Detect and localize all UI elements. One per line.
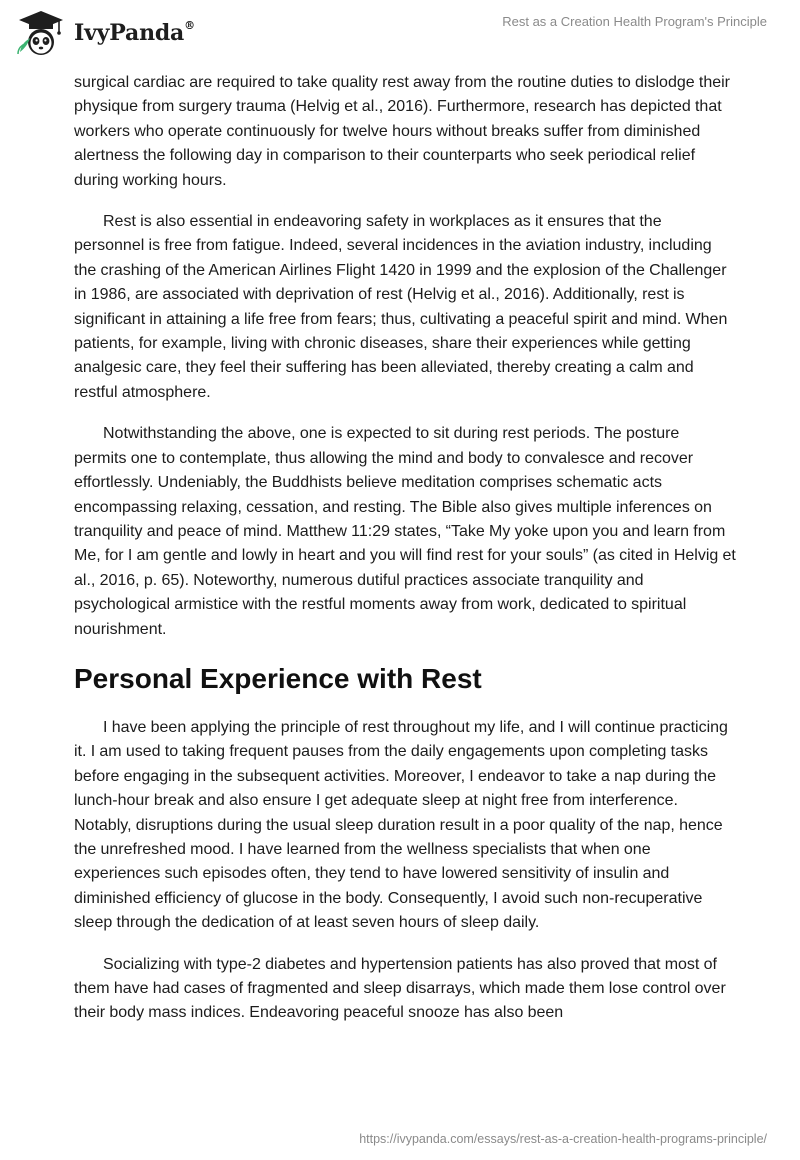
paragraph-2: Rest is also essential in endeavoring safety in workplaces as it ensures that the personnel is free from fatigue. Indeed, several incidences in the aviation industry, including the crashing of the American Airlines Flight 1420 in 1999 and the explosion of the Challenger in 1986, are associated with deprivation of rest (Helvig et al., 2016). Additionally, rest is significant in attaining a life free from fears; thus, cultivating a peaceful spirit and mind. When patients, for example, living with chronic diseases, share their experiences while getting analgesic care, they feel their suffering has been alleviated, thereby creating a calm and restful atmosphere. (74, 213, 728, 401)
brand-name: IvyPanda® (74, 18, 195, 46)
ivypanda-logo[interactable] (14, 8, 195, 58)
essay-body (74, 71, 736, 1043)
paragraph-1: surgical cardiac are required to take quality rest away from the routine duties to dislodge their physique from surgery trauma (Helvig et al., 2016). Furthermore, research has depicted that workers who operate continuously for twelve hours without breaks suffer from diminished alertness the following day in comparison to their counterparts who seek periodical relief during working hours. (74, 74, 731, 189)
paragraph-4: I have been applying the principle of rest throughout my life, and I will continue practicing it. I am used to taking frequent pauses from the daily engagements upon completing tasks before engaging in the subsequent activities. Moreover, I endeavor to take a nap during the lunch-hour break and also ensure I get adequate sleep at night free from interference. Notably, disruptions during the usual sleep duration result in a poor quality of the nap, hence the unrefreshed mood. I have learned from the wellness specialists that when one experiences such episodes often, they tend to have lowered sensitivity of insulin and diminished efficiency of glucose in the body. Consequently, I avoid such non-recuperative sleep through the dedication of at least seven hours of sleep daily. (74, 718, 728, 932)
paragraph-3: Notwithstanding the above, one is expected to sit during rest periods. The posture permits one to contemplate, thus allowing the mind and body to convalesce and recover effortlessly. Undeniably, the Buddhists believe meditation comprises schematic acts encompassing relaxing, cessation, and resting. The Bible also gives multiple inferences on tranquility and peace of mind. Matthew 11:29 states, “Take My yoke upon you and learn from Me, for I am gentle and lowly in heart and you will find rest for your souls” (as cited in Helvig et al., 2016, p. 65). Noteworthy, numerous dutiful practices associate tranquility and psychological armistice with the restful moments away from work, dedicated to spiritual nourishment. (74, 425, 736, 638)
page-header (0, 0, 800, 70)
source-url[interactable]: https://ivypanda.com/essays/rest-as-a-creation-health-programs-principle/ (359, 1132, 767, 1146)
panda-graduate-icon (14, 8, 68, 58)
section-heading: Personal Experience with Rest (74, 662, 482, 694)
paragraph-5: Socializing with type-2 diabetes and hypertension patients has also proved that most of them have had cases of fragmented and sleep disarrays, which made them lose control over their body mass indices. Endeavoring peaceful snooze has also been (74, 955, 726, 1022)
document-title: Rest as a Creation Health Program's Principle (502, 14, 767, 29)
